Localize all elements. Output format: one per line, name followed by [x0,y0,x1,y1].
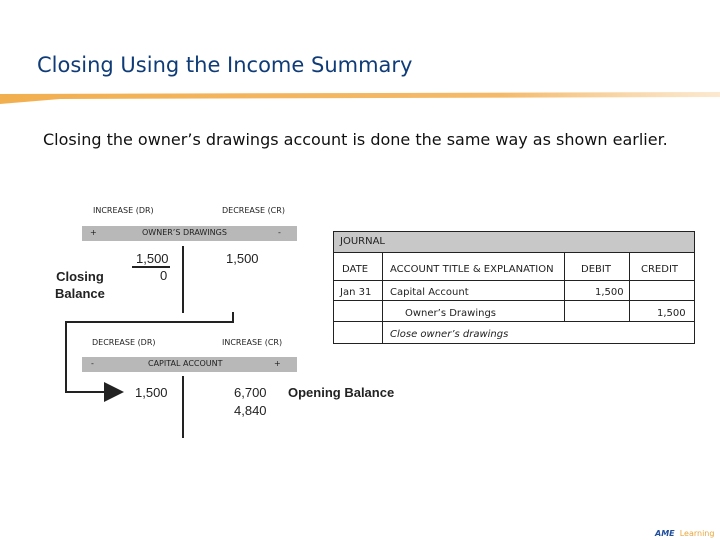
capital-minus-sign: - [91,359,94,368]
journal-row-line-1 [334,280,694,281]
drawings-debit-value: 1,500 [136,251,169,266]
slide-title: Closing Using the Income Summary [37,53,413,77]
closing-balance-label-line1: Closing [56,269,104,284]
logo-tagline: Learning [679,529,715,538]
logo-brand: AME [655,529,675,538]
journal-header-debit: DEBIT [581,264,611,275]
journal-divider-debit [629,253,630,322]
journal-header-credit: CREDIT [641,264,679,275]
journal-row2-account: Owner’s Drawings [405,308,497,319]
journal-row1-date: Jan 31 [340,287,372,298]
drawings-account-name: OWNER’S DRAWINGS [142,228,227,237]
journal-row1-debit: 1,500 [595,287,624,298]
capital-left-header: DECREASE (DR) [92,338,156,347]
capital-credit-balance: 4,840 [234,403,267,418]
journal-row2-credit: 1,500 [657,308,686,319]
drawings-debit-balance: 0 [160,268,168,283]
slide-subtitle: Closing the owner’s drawings account is done the same way as shown earlier. [43,130,668,149]
journal-header-bar [334,232,694,253]
capital-debit-value: 1,500 [135,385,168,400]
capital-account-name: CAPITAL ACCOUNT [148,359,223,368]
journal-header-account: ACCOUNT TITLE & EXPLANATION [390,264,554,275]
journal-explanation: Close owner’s drawings [390,329,509,340]
journal-row1-account: Capital Account [390,287,469,298]
drawings-credit-value: 1,500 [226,251,259,266]
opening-balance-label: Opening Balance [288,385,395,400]
capital-t-bar [82,357,297,372]
journal-row-line-3 [334,321,694,322]
ame-logo [655,521,714,540]
capital-right-header: INCREASE (CR) [222,338,283,347]
journal-divider-date [382,253,383,343]
closing-balance-label-line2: Balance [55,286,105,301]
capital-t-divider [182,376,184,438]
drawings-left-header: INCREASE (DR) [93,206,154,215]
journal-divider-account [564,253,565,322]
drawings-plus-sign: + [90,228,97,237]
journal-title: JOURNAL [340,236,385,247]
capital-plus-sign: + [274,359,281,368]
journal-header-date: DATE [342,264,369,275]
journal-row-line-2 [334,300,694,301]
drawings-right-header: DECREASE (CR) [222,206,285,215]
journal-table [333,231,695,344]
capital-credit-value: 6,700 [234,385,267,400]
drawings-minus-sign: - [278,228,281,237]
